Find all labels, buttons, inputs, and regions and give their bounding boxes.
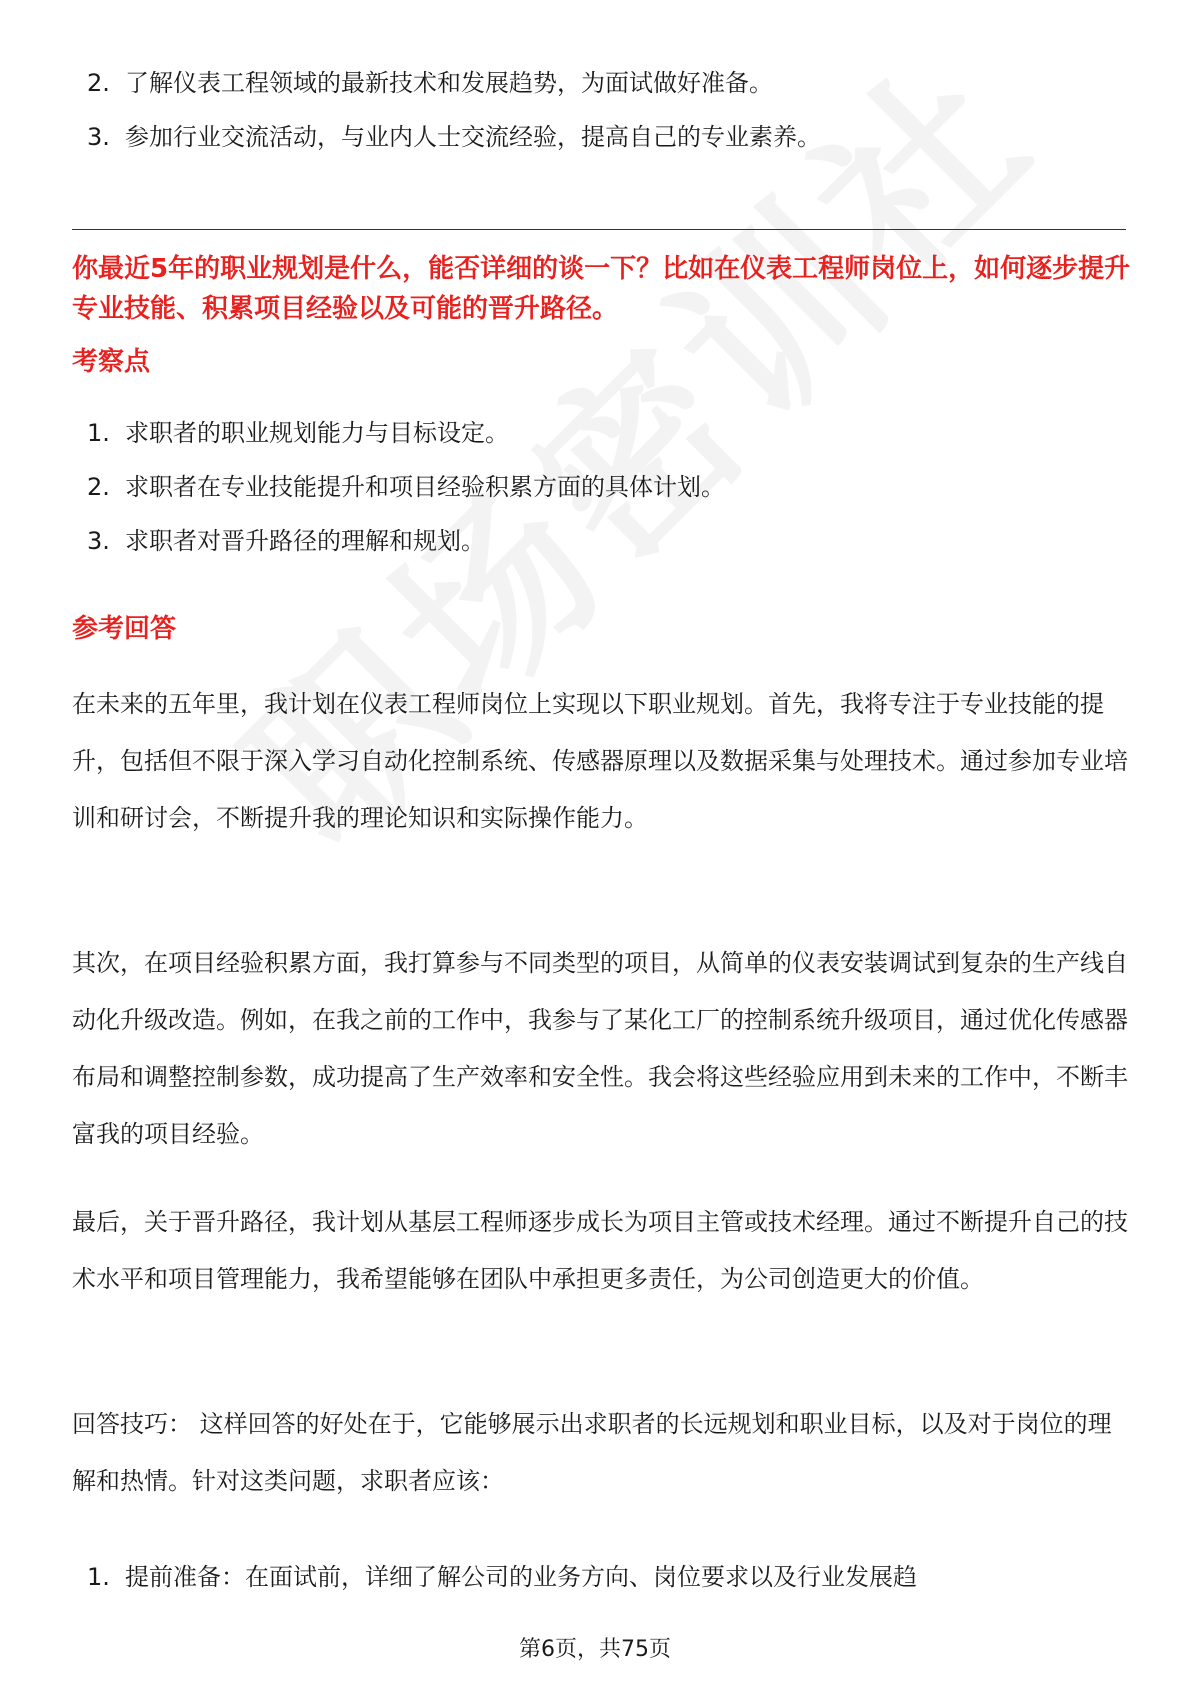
list-item	[72, 472, 725, 502]
tips-paragraph: 回答技巧： 这样回答的好处在于，它能够展示出求职者的长远规划和职业目标，以及对于岗位的理解和热情。针对这类问题，求职者应该：	[72, 1410, 1112, 1495]
answer-paragraph: 在未来的五年里，我计划在仪表工程师岗位上实现以下职业规划。首先，我将专注于专业技能的提升，包括但不限于深入学习自动化控制系统、传感器原理以及数据采集与处理技术。通过参加专业培训和研讨会，不断提升我的理论知识和实际操作能力。	[72, 690, 1128, 832]
answer-paragraph: 最后，关于晋升路径，我计划从基层工程师逐步成长为项目主管或技术经理。通过不断提升自己的技术水平和项目管理能力，我希望能够在团队中承担更多责任，为公司创造更大的价值。	[72, 1208, 1128, 1293]
list-text: 提前准备：在面试前，详细了解公司的业务方向、岗位要求以及行业发展趋	[125, 1563, 917, 1591]
list-item	[72, 526, 725, 556]
list-item	[72, 68, 821, 98]
list-item	[72, 122, 821, 152]
list-item	[72, 1562, 917, 1592]
list-number: 2.	[87, 473, 110, 501]
focus-list	[72, 418, 725, 556]
list-number: 3.	[87, 123, 110, 151]
list-text: 了解仪表工程领域的最新技术和发展趋势，为面试做好准备。	[125, 69, 773, 97]
list-text: 参加行业交流活动，与业内人士交流经验，提高自己的专业素养。	[125, 123, 821, 151]
top-list	[72, 68, 821, 152]
focus-heading: 考察点	[72, 347, 151, 377]
answer-paragraph: 其次，在项目经验积累方面，我打算参与不同类型的项目，从简单的仪表安装调试到复杂的生产线自动化升级改造。例如，在我之前的工作中，我参与了某化工厂的控制系统升级项目，通过优化传感器布局和调整控制参数，成功提高了生产效率和安全性。我会将这些经验应用到未来的工作中，不断丰富我的项目经验。	[72, 949, 1128, 1148]
list-item	[72, 418, 725, 448]
list-text: 求职者对晋升路径的理解和规划。	[125, 527, 485, 555]
list-number: 2.	[87, 69, 110, 97]
page-footer: 第6页，共75页	[519, 1637, 671, 1662]
section-divider	[72, 229, 1126, 230]
interview-question: 你最近5年的职业规划是什么，能否详细的谈一下？比如在仪表工程师岗位上，如何逐步提升专业技能、积累项目经验以及可能的晋升路径。	[72, 254, 1131, 324]
list-text: 求职者在专业技能提升和项目经验积累方面的具体计划。	[125, 473, 725, 501]
tips-list	[72, 1562, 917, 1592]
list-number: 1.	[87, 419, 110, 447]
answer-heading: 参考回答	[72, 614, 177, 644]
list-number: 1.	[87, 1563, 110, 1591]
list-text: 求职者的职业规划能力与目标设定。	[125, 419, 509, 447]
list-number: 3.	[87, 527, 110, 555]
